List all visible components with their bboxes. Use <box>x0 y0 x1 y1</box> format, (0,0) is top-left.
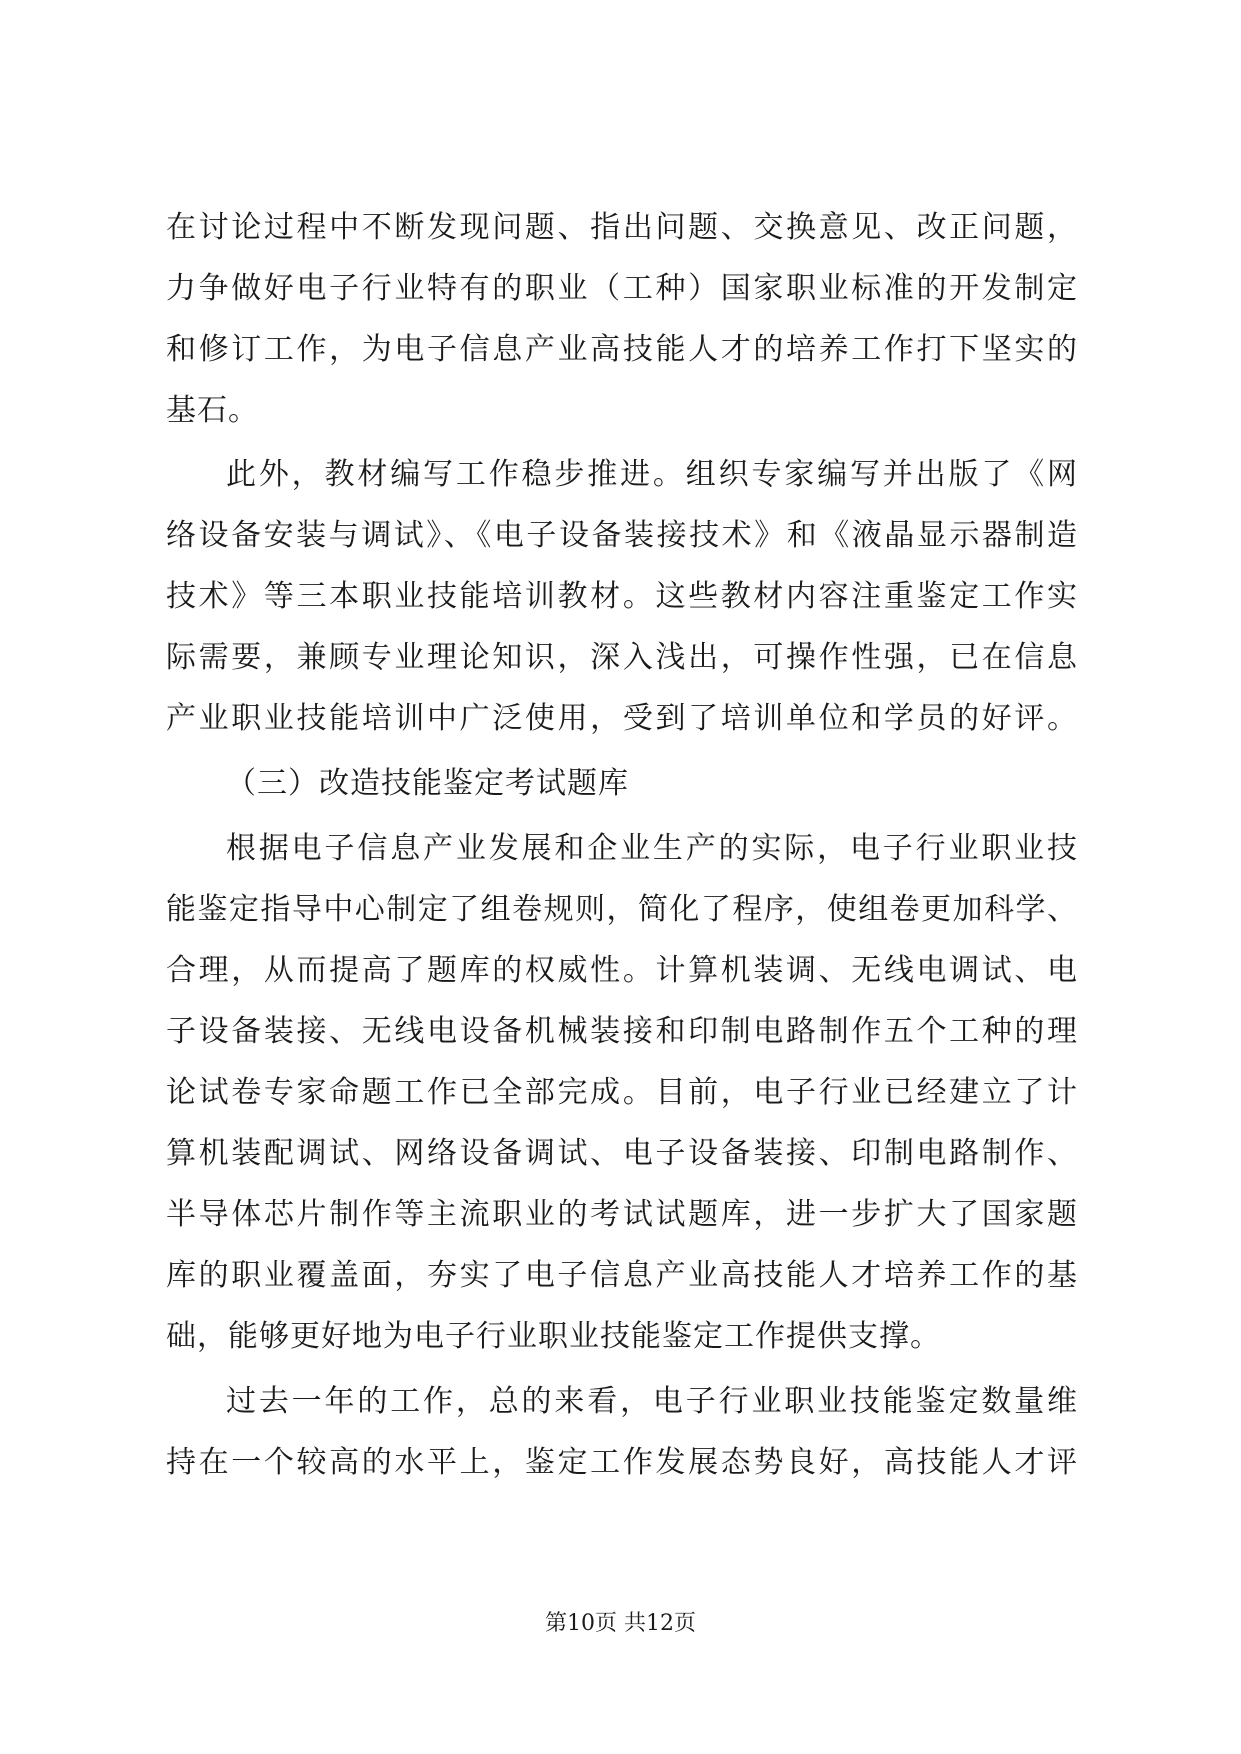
text-line: 合理，从而提高了题库的权威性。计算机装调、无线电调试、电 <box>166 953 1078 988</box>
page-number: 第10页 共12页 <box>545 1611 696 1636</box>
text-line: 际需要，兼顾专业理论知识，深入浅出，可操作性强，已在信息 <box>166 640 1078 675</box>
text-line: 产业职业技能培训中广泛使用，受到了培训单位和学员的好评。 <box>166 701 1078 736</box>
text-line: 根据电子信息产业发展和企业生产的实际，电子行业职业技 <box>226 831 1078 866</box>
text-line: 半导体芯片制作等主流职业的考试试题库，进一步扩大了国家题 <box>166 1197 1078 1232</box>
text-line: 此外，教材编写工作稳步推进。组织专家编写并出版了《网 <box>226 457 1078 492</box>
text-line: 在讨论过程中不断发现问题、指出问题、交换意见、改正问题， <box>166 210 1078 245</box>
text-line: 础，能够更好地为电子行业职业技能鉴定工作提供支撑。 <box>166 1319 941 1354</box>
text-line: 技术》等三本职业技能培训教材。这些教材内容注重鉴定工作实 <box>166 579 1078 614</box>
text-line: 算机装配调试、网络设备调试、电子设备装接、印制电路制作、 <box>166 1136 1078 1171</box>
text-line: 库的职业覆盖面，夯实了电子信息产业高技能人才培养工作的基 <box>166 1258 1078 1293</box>
text-line: 力争做好电子行业特有的职业（工种）国家职业标准的开发制定 <box>166 271 1078 306</box>
section-heading: （三）改造技能鉴定考试题库 <box>226 766 629 801</box>
text-line: 持在一个较高的水平上，鉴定工作发展态势良好，高技能人才评 <box>166 1445 1078 1480</box>
text-line: 络设备安装与调试》、《电子设备装接技术》和《液晶显示器制造 <box>166 518 1078 553</box>
text-line: 和修订工作，为电子信息产业高技能人才的培养工作打下坚实的 <box>166 332 1078 367</box>
text-line: 基石。 <box>166 393 259 428</box>
text-line: 能鉴定指导中心制定了组卷规则，简化了程序，使组卷更加科学、 <box>166 892 1078 927</box>
text-line: 子设备装接、无线电设备机械装接和印制电路制作五个工种的理 <box>166 1014 1078 1049</box>
text-line: 过去一年的工作，总的来看，电子行业职业技能鉴定数量维 <box>226 1384 1078 1419</box>
text-line: 论试卷专家命题工作已全部完成。目前，电子行业已经建立了计 <box>166 1075 1078 1110</box>
